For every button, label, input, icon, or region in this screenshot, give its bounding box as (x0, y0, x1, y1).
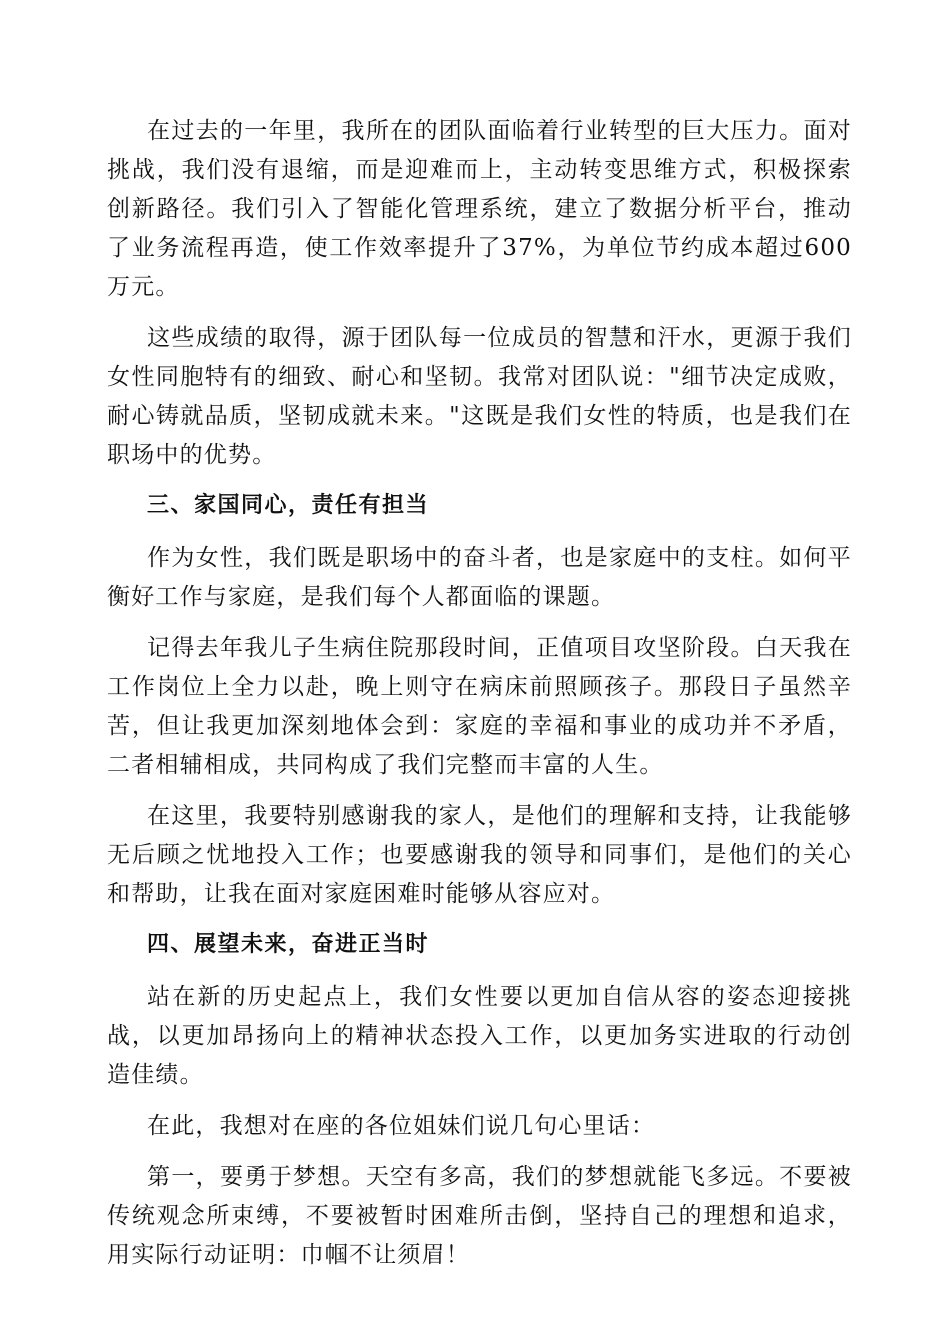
paragraph-team-achievements: 在过去的一年里，我所在的团队面临着行业转型的巨大压力。面对挑战，我们没有退缩，而是迎难而上，主动转变思维方式，积极探索创新路径。我们引入了智能化管理系统，建立了数据分析平台，推动了业务流程再造，使工作效率提升了37%，为单位节约成本超过600万元。 (107, 118, 852, 300)
document-body (107, 112, 852, 1287)
paragraph-dream: 第一，要勇于梦想。天空有多高，我们的梦想就能飞多远。不要被传统观念所束缚，不要被暂时困难所击倒，坚持自己的理想和追求，用实际行动证明：巾帼不让须眉！ (107, 1164, 852, 1268)
paragraph-work-family: 作为女性，我们既是职场中的奋斗者，也是家庭中的支柱。如何平衡好工作与家庭，是我们每个人都面临的课题。 (107, 545, 852, 610)
section-heading-3: 三、家国同心，责任有担当 (147, 493, 430, 518)
paragraph-son-hospital: 记得去年我儿子生病住院那段时间，正值项目攻坚阶段。白天我在工作岗位上全力以赴，晚上则守在病床前照顾孩子。那段日子虽然辛苦，但让我更加深刻地体会到：家庭的幸福和事业的成功并不矛盾，二者相辅相成，共同构成了我们完整而丰富的人生。 (107, 635, 852, 778)
paragraph-address-sisters: 在此，我想对在座的各位姐妹们说几句心里话： (147, 1113, 656, 1139)
paragraph-new-start: 站在新的历史起点上，我们女性要以更加自信从容的姿态迎接挑战，以更加昂扬向上的精神状态投入工作，以更加务实进取的行动创造佳绩。 (107, 984, 852, 1088)
section-heading-4: 四、展望未来，奋进正当时 (147, 932, 430, 957)
paragraph-thanks: 在这里，我要特别感谢我的家人，是他们的理解和支持，让我能够无后顾之忧地投入工作；也要感谢我的领导和同事们，是他们的关心和帮助，让我在面对家庭困难时能够从容应对。 (107, 803, 852, 907)
paragraph-female-strengths: 这些成绩的取得，源于团队每一位成员的智慧和汗水，更源于我们女性同胞特有的细致、耐心和坚韧。我常对团队说："细节决定成败，耐心铸就品质，坚韧成就未来。"这既是我们女性的特质，也是我们在职场中的优势。 (107, 325, 852, 468)
